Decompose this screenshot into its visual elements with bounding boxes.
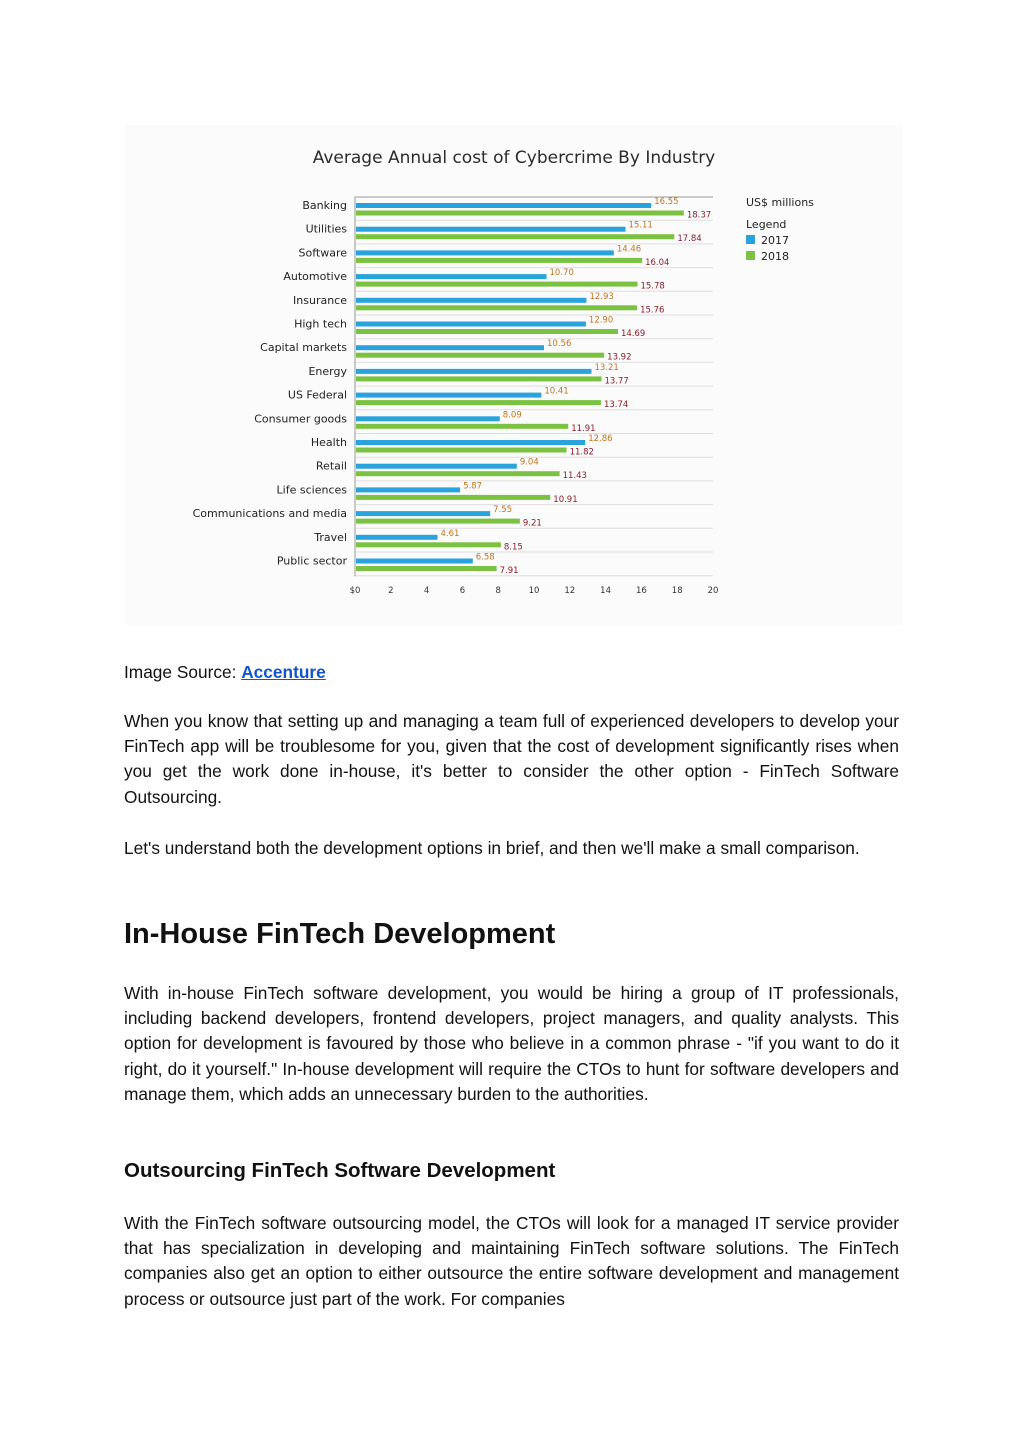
data-label-2017: 10.41 <box>544 386 569 397</box>
x-tick-label: 8 <box>495 586 501 597</box>
data-label-2018: 17.84 <box>677 234 702 245</box>
x-tick-label: 12 <box>564 586 576 597</box>
x-tick-label: 10 <box>528 586 540 597</box>
bar-2018 <box>356 353 604 358</box>
x-tick-label: 14 <box>600 586 612 597</box>
bar-2018 <box>356 519 520 524</box>
category-label: US Federal <box>287 388 347 402</box>
bar-2017 <box>356 274 547 279</box>
bar-2018 <box>356 400 601 405</box>
data-label-2018: 13.77 <box>604 376 629 387</box>
category-label: Communications and media <box>192 507 347 521</box>
category-label: Banking <box>302 199 347 212</box>
data-label-2017: 4.61 <box>440 528 460 539</box>
data-label-2017: 7.55 <box>493 505 513 516</box>
chart-legend-title: Legend <box>746 218 787 231</box>
bar-2017 <box>356 487 460 492</box>
bar-2017 <box>356 250 614 255</box>
category-label: Retail <box>315 459 347 473</box>
data-label-2017: 13.21 <box>594 362 619 373</box>
paragraph-intro: When you know that setting up and managing a team full of experienced developers to develop your FinTech app will be troublesome for you, given that the cost of development significantly rises when you get the work done in-house, it's better to consider the other option - FinTech Software Outsourcing. <box>124 711 899 807</box>
data-label-2017: 12.86 <box>588 434 613 444</box>
bar-2018 <box>356 495 550 500</box>
category-label: Automotive <box>283 270 347 284</box>
x-tick-label: 6 <box>459 586 466 597</box>
data-label-2017: 12.90 <box>588 315 614 326</box>
category-label: Software <box>298 246 347 260</box>
data-label-2017: 10.56 <box>547 339 572 350</box>
bar-2017 <box>356 535 438 540</box>
chart-svg <box>125 125 903 625</box>
x-tick-label: 16 <box>635 586 647 597</box>
bar-2017 <box>356 322 586 327</box>
bar-2018 <box>356 234 674 239</box>
category-label: Energy <box>308 364 347 378</box>
bar-2017 <box>356 393 541 398</box>
bar-2018 <box>356 424 568 429</box>
bar-2017 <box>356 345 544 350</box>
bar-2018 <box>356 448 567 453</box>
paragraph-outsourcing: With the FinTech software outsourcing model, the CTOs will look for a managed IT service provider that has specialization in developing and maintaining FinTech software solutions. The FinTech companies also get an option to either outsource the entire software development and management process or outsource just part of the work. For companies <box>124 1213 899 1309</box>
bar-2018 <box>356 471 560 476</box>
bar-2017 <box>356 559 473 564</box>
data-label-2018: 8.15 <box>503 542 523 553</box>
image-source <box>124 660 326 685</box>
x-tick-label: 4 <box>423 586 430 597</box>
data-label-2017: 12.93 <box>589 291 614 302</box>
legend-swatch-2018 <box>746 251 755 260</box>
bar-2017 <box>356 369 591 374</box>
data-label-2018: 16.04 <box>645 257 670 268</box>
chart-title: Average Annual cost of Cybercrime By Industry <box>312 148 716 168</box>
x-tick-label: 2 <box>388 586 394 597</box>
data-label-2018: 13.92 <box>607 352 632 363</box>
data-label-2017: 5.87 <box>463 481 483 492</box>
bar-2018 <box>356 542 501 547</box>
bar-2017 <box>356 203 651 208</box>
data-label-2018: 10.91 <box>553 494 578 505</box>
data-label-2017: 16.55 <box>654 197 679 207</box>
data-label-2018: 15.76 <box>640 305 665 316</box>
data-label-2017: 15.11 <box>628 220 653 231</box>
legend-label-2017: 2017 <box>761 234 789 247</box>
category-label: Life sciences <box>276 483 347 497</box>
bar-2018 <box>356 211 684 216</box>
bar-2017 <box>356 464 517 469</box>
data-label-2018: 11.82 <box>569 447 594 458</box>
bar-2018 <box>356 258 642 263</box>
category-label: High tech <box>294 317 347 331</box>
paragraph-inhouse: With in-house FinTech software development, you would be hiring a group of IT professionals, including backend developers, frontend developers, project managers, and quality analysts. This option for development is favoured by those who believe in a common phrase - "if you want to do it right, do it yourself." In-house development will require the CTOs to hunt for software developers and manage them, which adds an unnecessary burden to the authorities. <box>124 983 899 1104</box>
category-label: Capital markets <box>260 341 347 355</box>
bar-2017 <box>356 416 500 421</box>
data-label-2017: 9.04 <box>519 457 539 468</box>
heading-outsourcing: Outsourcing FinTech Software Development <box>124 1159 556 1182</box>
bar-2018 <box>356 282 637 287</box>
category-label: Consumer goods <box>254 412 347 426</box>
x-tick-label: 20 <box>707 586 719 597</box>
data-label-2017: 6.58 <box>475 552 495 563</box>
category-label: Health <box>310 436 347 449</box>
category-label: Travel <box>314 530 347 544</box>
category-label: Utilities <box>305 222 347 236</box>
accenture-link[interactable]: Accenture <box>241 662 326 682</box>
bar-2017 <box>356 227 625 232</box>
chart-x-ticks <box>350 586 719 596</box>
data-label-2018: 7.91 <box>499 566 519 576</box>
chart-unit-label: US$ millions <box>746 196 814 209</box>
bar-2018 <box>356 566 497 571</box>
data-label-2017: 8.09 <box>502 410 522 421</box>
data-label-2017: 10.70 <box>549 268 574 279</box>
bar-2017 <box>356 440 585 445</box>
bar-2018 <box>356 329 618 334</box>
heading-inhouse: In-House FinTech Development <box>124 918 556 950</box>
paragraph-options: Let's understand both the development options in brief, and then we'll make a small comparison. <box>124 838 860 858</box>
legend-label-2018: 2018 <box>761 250 789 263</box>
data-label-2018: 11.43 <box>562 471 587 482</box>
image-source-prefix: Image Source: <box>124 662 242 682</box>
cybercrime-cost-chart <box>125 125 903 625</box>
chart-category-labels <box>193 199 348 568</box>
category-label: Insurance <box>293 293 347 307</box>
legend-swatch-2017 <box>746 235 755 244</box>
category-label: Public sector <box>276 554 347 568</box>
data-label-2018: 14.69 <box>620 329 646 339</box>
data-label-2018: 18.37 <box>686 210 712 221</box>
data-label-2018: 13.74 <box>603 400 629 411</box>
data-label-2017: 14.46 <box>616 244 642 255</box>
bar-2018 <box>356 305 637 310</box>
data-label-2018: 11.91 <box>571 423 596 434</box>
data-label-2018: 15.78 <box>640 281 665 292</box>
x-tick-label: $0 <box>349 586 361 597</box>
data-label-2018: 9.21 <box>522 518 542 529</box>
bar-2017 <box>356 511 490 516</box>
bar-2018 <box>356 376 601 381</box>
bar-2017 <box>356 298 586 303</box>
x-tick-label: 18 <box>671 586 683 597</box>
